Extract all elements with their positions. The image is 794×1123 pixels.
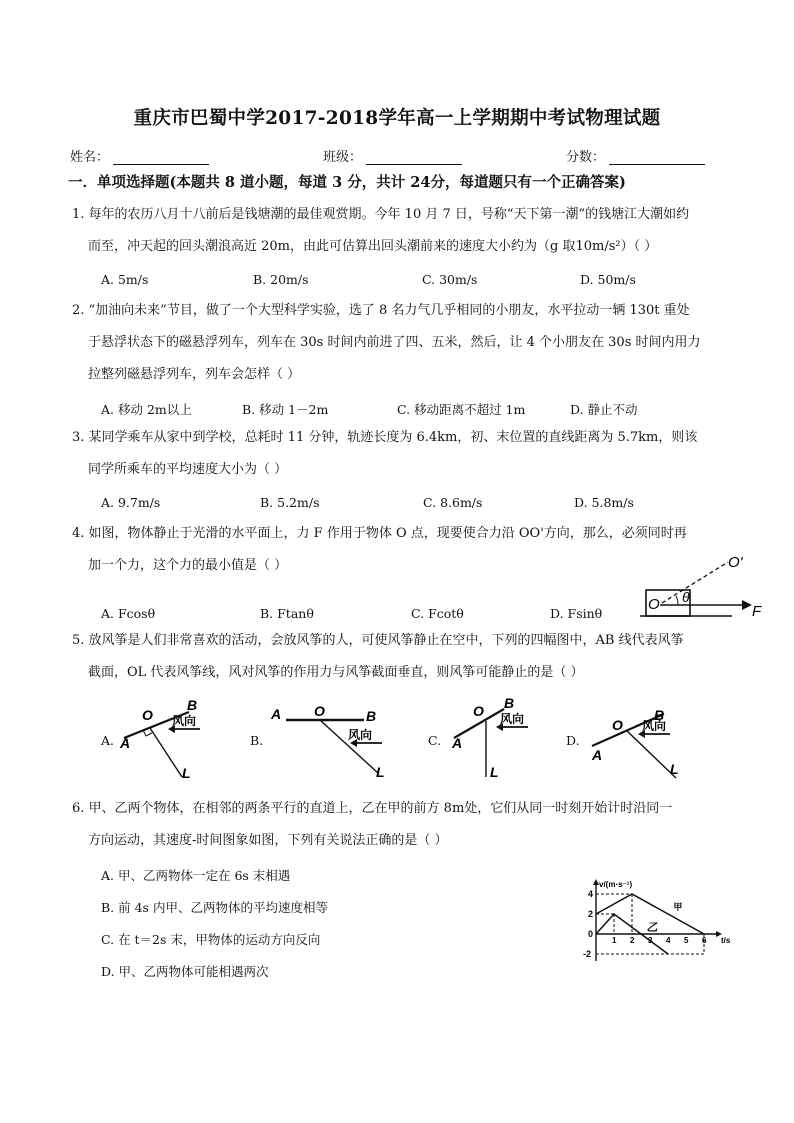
q3-option-d[interactable]: D. 5.8m/s	[574, 495, 634, 510]
q1-option-a[interactable]: A. 5m/s	[101, 272, 149, 287]
x-tick-label: 5	[684, 936, 689, 945]
label-a: A	[592, 747, 603, 763]
series-yi-label: 乙	[646, 922, 658, 934]
q1-option-d[interactable]: D. 50m/s	[580, 272, 636, 287]
label-o: O	[612, 717, 623, 733]
q5-option-d[interactable]: D.	[566, 733, 580, 748]
q4-option-d[interactable]: D. Fsinθ	[550, 606, 603, 621]
q1-line1: 1. 每年的农历八月十八前后是钱塘潮的最佳观赏期。今年 10 月 7 日，号称“天下第一潮”的钱塘江大潮如约	[72, 207, 690, 222]
kite-ol-line	[626, 730, 676, 778]
q6-line1: 6. 甲、乙两个物体，在相邻的两条平行的直道上，乙在甲的前方 8m处，它们从同一时刻开始计时沿同一	[72, 801, 673, 816]
label-b: B	[504, 695, 515, 711]
name-blank[interactable]	[113, 150, 209, 165]
label-a: A	[120, 735, 131, 751]
x-tick-label: 6	[702, 936, 707, 945]
q5-option-c[interactable]: C.	[428, 733, 442, 748]
q4-oo-prime-line	[662, 562, 728, 603]
q4-force-arrowhead	[742, 600, 752, 610]
q2-option-b[interactable]: B. 移动 1－2m	[242, 402, 329, 417]
wind-label: 风向	[642, 719, 667, 733]
class-label: 班级：	[323, 150, 363, 165]
y-tick-label: 0	[588, 929, 594, 939]
x-tick-label: 4	[666, 936, 671, 945]
q6-option-c[interactable]: C. 在 t＝2s 末，甲物体的运动方向反向	[101, 932, 321, 947]
q5-kite-figure-b	[268, 695, 388, 785]
q2-option-d[interactable]: D. 静止不动	[570, 402, 638, 417]
label-l: L	[670, 761, 679, 777]
score-label: 分数：	[566, 150, 606, 165]
q4-label-theta: θ	[682, 589, 690, 605]
series-jia-label: 甲	[673, 902, 683, 912]
q1-option-c[interactable]: C. 30m/s	[422, 272, 478, 287]
q3-option-b[interactable]: B. 5.2m/s	[260, 495, 320, 510]
x-axis-label: t/s	[721, 936, 731, 945]
label-l: L	[490, 764, 499, 780]
label-b: B	[366, 708, 377, 724]
q3-line2: 同学所乘车的平均速度大小为（ ）	[88, 462, 288, 477]
section-heading: 一．单项选择题(本题共 8 道小题，每道 3 分，共计 24分，每道题只有一个正确答案)	[68, 174, 626, 191]
q5-option-b[interactable]: B.	[250, 733, 264, 748]
q4-option-c[interactable]: C. Fcotθ	[411, 606, 464, 621]
q2-line2: 于悬浮状态下的磁悬浮列车，列车在 30s 时间内前进了四、五米，然后，让 4 个小朋友在 30s 时间内用力	[88, 335, 701, 350]
q2-line1: 2. “加油向未来”节目，做了一个大型科学实验，选了 8 名力气几乎相同的小朋友，水平拉动一辆 130t 重处	[72, 303, 690, 318]
x-tick-label: 3	[648, 936, 653, 945]
q5-kite-figure-c	[446, 695, 546, 785]
q3-line1: 3. 某同学乘车从家中到学校，总耗时 11 分钟，轨迹长度为 6.4km，初、末位置的直线距离为 5.7km，则该	[72, 430, 698, 445]
q4-label-f: F	[752, 603, 762, 620]
q3-option-a[interactable]: A. 9.7m/s	[101, 495, 161, 510]
q5-kite-figure-a	[112, 695, 222, 785]
x-tick-label: 2	[630, 936, 635, 945]
label-l: L	[182, 765, 191, 781]
q2-option-a[interactable]: A. 移动 2m以上	[101, 402, 192, 417]
q4-line1: 4. 如图，物体静止于光滑的水平面上，力 F 作用于物体 O 点，现要使合力沿 OO'方向，那么，必须同时再	[72, 526, 687, 541]
q4-option-b[interactable]: B. Ftanθ	[260, 606, 314, 621]
q6-option-a[interactable]: A. 甲、乙两物体一定在 6s 末相遇	[101, 868, 291, 883]
label-o: O	[142, 707, 153, 723]
q5-option-a[interactable]: A.	[101, 733, 115, 748]
q6-line2: 方向运动，其速度-时间图象如图，下列有关说法正确的是（ ）	[88, 833, 448, 848]
label-o: O	[473, 703, 484, 719]
y-axis-label: v/(m·s⁻¹)	[599, 880, 633, 889]
label-l: L	[376, 764, 385, 780]
q4-angle-arc	[676, 596, 678, 605]
q4-line2: 加一个力，这个力的最小值是（ ）	[88, 558, 288, 573]
y-tick-label: -2	[583, 949, 592, 959]
q3-option-c[interactable]: C. 8.6m/s	[423, 495, 483, 510]
y-tick-label: 2	[588, 909, 594, 919]
name-label: 姓名：	[70, 150, 110, 165]
q2-option-c[interactable]: C. 移动距离不超过 1m	[397, 402, 526, 417]
label-b: B	[654, 707, 665, 723]
q2-line3: 拉整列磁悬浮列车，列车会怎样（ ）	[88, 367, 301, 382]
q5-line1: 5. 放风筝是人们非常喜欢的活动，会放风筝的人，可使风筝静止在空中，下列的四幅图中，AB 线代表风筝	[72, 633, 684, 648]
wind-label: 风向	[172, 714, 197, 728]
label-o: O	[314, 703, 325, 719]
q6-option-d[interactable]: D. 甲、乙两物体可能相遇两次	[101, 964, 269, 979]
q4-label-o: O	[648, 596, 660, 613]
q1-line2: 而至，冲天起的回头潮浪高近 20m，由此可估算出回头潮前来的速度大小约为（g 取10m/s²）（ ）	[88, 239, 658, 254]
x-tick-label: 1	[612, 936, 617, 945]
wind-label: 风向	[348, 728, 373, 742]
label-b: B	[187, 697, 198, 713]
name-field[interactable]	[70, 146, 209, 165]
score-blank[interactable]	[609, 150, 705, 165]
q4-option-a[interactable]: A. Fcosθ	[101, 606, 156, 621]
q4-force-figure	[640, 550, 765, 622]
q6-vt-chart	[566, 866, 731, 966]
q1-option-b[interactable]: B. 20m/s	[253, 272, 309, 287]
kite-ol-line	[150, 728, 182, 777]
score-field[interactable]	[566, 146, 705, 165]
y-tick-label: 4	[588, 889, 594, 899]
label-a: A	[452, 735, 463, 751]
q5-line2: 截面，OL 代表风筝线，风对风筝的作用力与风筝截面垂直，则风筝可能静止的是（ ）	[88, 665, 584, 680]
label-a: A	[271, 706, 282, 722]
class-field[interactable]	[323, 146, 462, 165]
wind-label: 风向	[500, 712, 525, 726]
q5-kite-figure-d	[584, 698, 694, 788]
q6-option-b[interactable]: B. 前 4s 内甲、乙两物体的平均速度相等	[101, 900, 328, 915]
q4-label-o-prime: O'	[728, 554, 743, 571]
page-title: 重庆市巴蜀中学2017-2018学年高一上学期期中考试物理试题	[133, 108, 661, 129]
class-blank[interactable]	[366, 150, 462, 165]
